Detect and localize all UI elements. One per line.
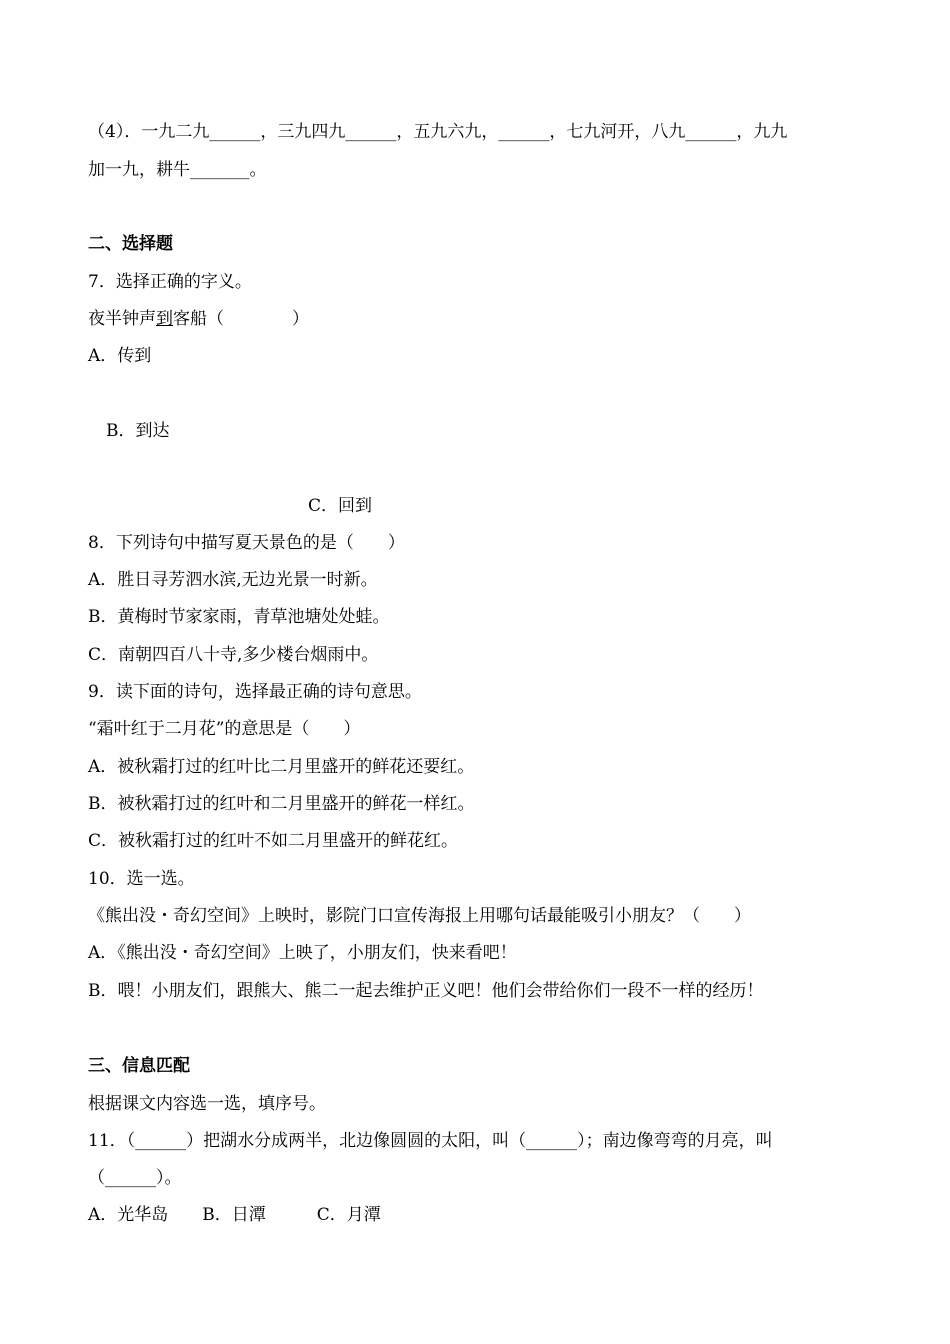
question-9-stem: 9．读下面的诗句，选择最正确的诗句意思。 [88, 682, 422, 702]
question-11-line-2: （______）。 [88, 1168, 182, 1188]
question-9-option-b: B．被秋霜打过的红叶和二月里盛开的鲜花一样红。 [88, 794, 475, 814]
question-9-sub: “霜叶红于二月花”的意思是（ ） [88, 719, 361, 739]
question-7-option-b: B．到达 [106, 421, 170, 441]
question-7-sentence [88, 307, 309, 331]
question-7-marked-char: 到 [156, 309, 173, 329]
question-10-option-a: A．《熊出没・奇幻空间》上映了，小朋友们，快来看吧！ [88, 943, 517, 963]
section-2-heading: 二、选择题 [88, 234, 173, 254]
question-10-stem: 10．选一选。 [88, 869, 195, 889]
question-10-sub: 《熊出没・奇幻空间》上映时，影院门口宣传海报上用哪句话最能吸引小朋友？（ ） [88, 906, 751, 926]
question-8-option-b: B．黄梅时节家家雨，青草池塘处处蛙。 [88, 607, 390, 627]
section-3-instruction: 根据课文内容选一选，填序号。 [88, 1094, 326, 1114]
question-7-stem: 7．选择正确的字义。 [88, 272, 252, 292]
question-6-4-line-1: （4）．一九二九______，三九四九______，五九六九，______，七九河开，八九______，九九 [88, 122, 788, 142]
question-7-option-c: C．回到 [308, 496, 373, 516]
question-9-option-a: A．被秋霜打过的红叶比二月里盛开的鲜花还要红。 [88, 757, 475, 777]
question-11-options: A．光华岛 B．日潭 C．月潭 [88, 1205, 381, 1225]
question-10-option-b: B．喂！小朋友们，跟熊大、熊二一起去维护正义吧！他们会带给你们一段不一样的经历！ [88, 981, 764, 1001]
question-7-option-a: A．传到 [88, 346, 152, 366]
question-9-option-c: C．被秋霜打过的红叶不如二月里盛开的鲜花红。 [88, 831, 459, 851]
section-3-heading: 三、信息匹配 [88, 1056, 190, 1076]
question-11-line-1: 11．（______）把湖水分成两半，北边像圆圆的太阳，叫（______）；南边像弯弯的月亮，叫 [88, 1131, 773, 1151]
question-7-sentence-post: 客船（ ） [173, 309, 309, 329]
question-8-option-c: C．南朝四百八十寺,多少楼台烟雨中。 [88, 645, 379, 665]
question-8-stem: 8．下列诗句中描写夏天景色的是（ ） [88, 533, 405, 553]
question-6-4-line-2: 加一九，耕牛_______。 [88, 160, 267, 180]
question-8-option-a: A．胜日寻芳泗水滨,无边光景一时新。 [88, 570, 378, 590]
question-7-sentence-pre: 夜半钟声 [88, 309, 156, 329]
